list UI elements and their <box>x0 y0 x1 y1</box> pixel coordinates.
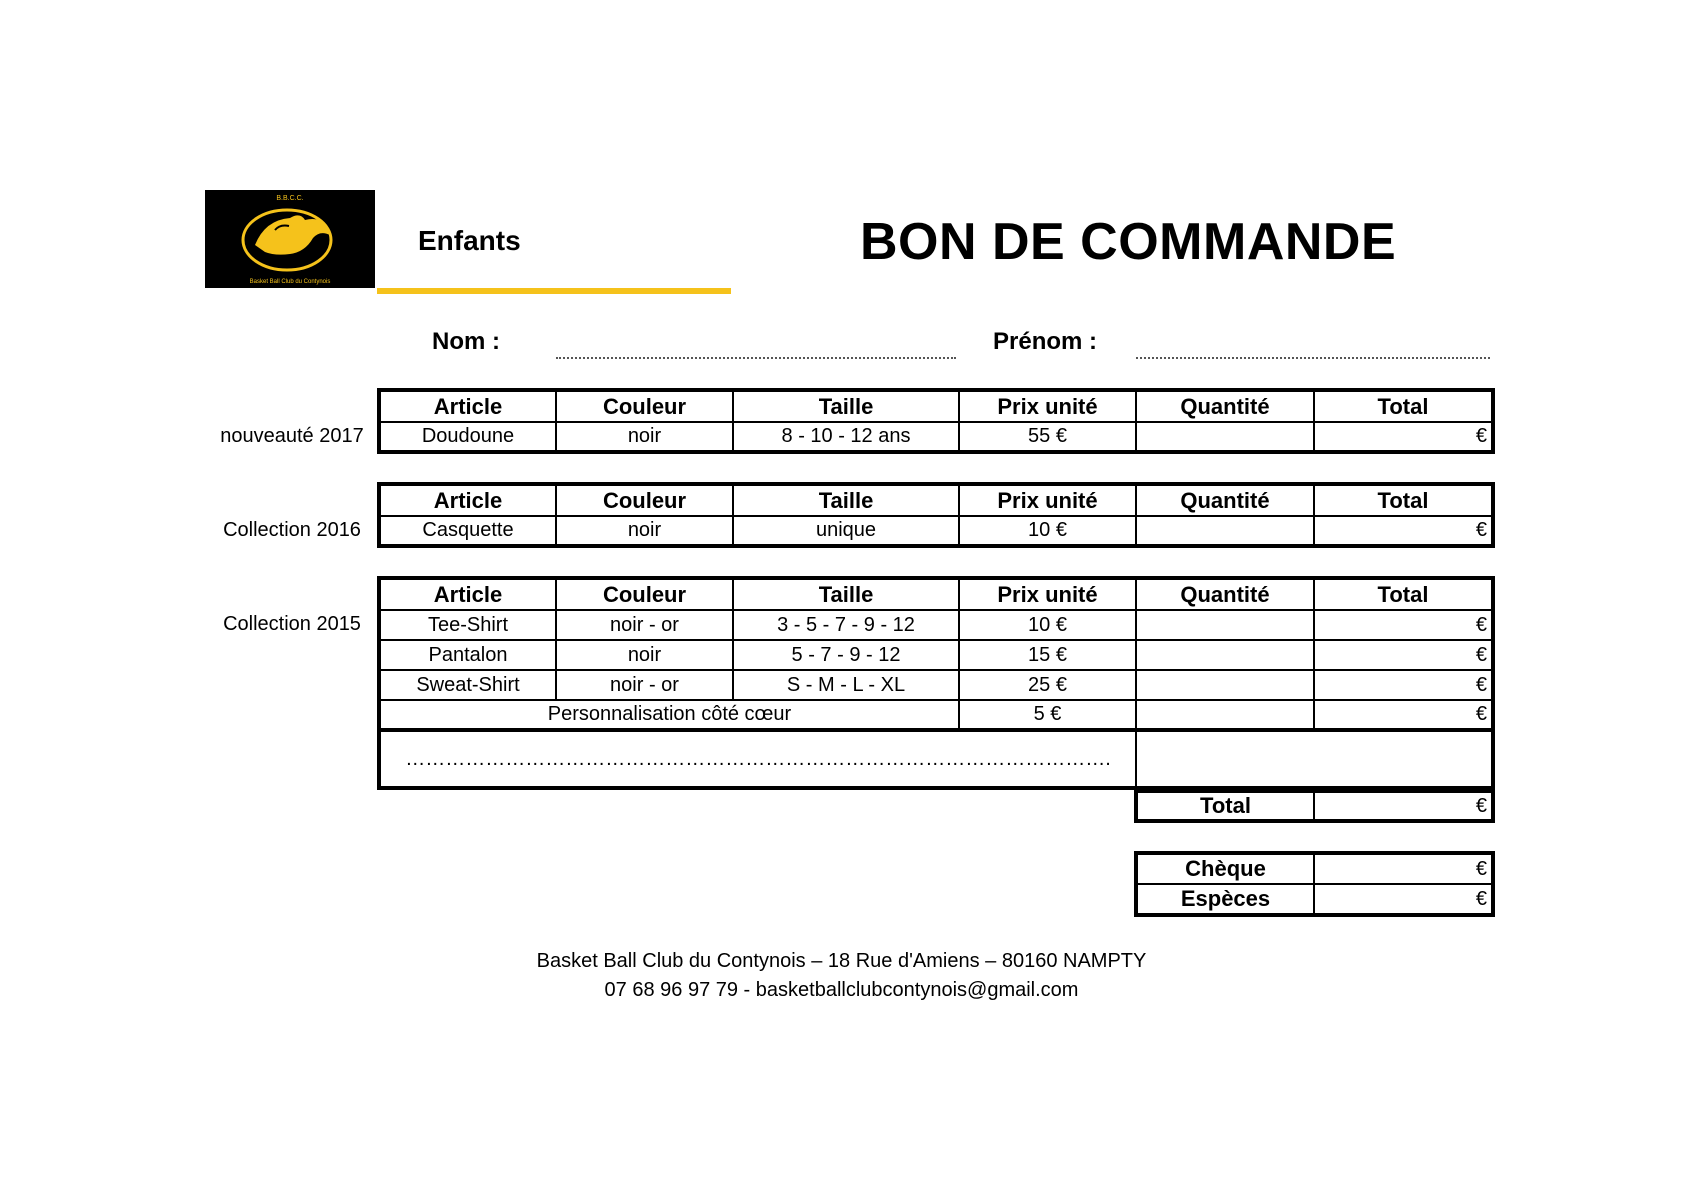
section-label-2016: Collection 2016 <box>223 519 361 541</box>
prenom-label: Prénom : <box>993 328 1098 355</box>
taille-cell: S - M - L - XL <box>733 670 959 700</box>
prix-cell: 15 € <box>959 640 1136 670</box>
col-header-taille: Taille <box>733 390 959 422</box>
col-header-article: Article <box>379 578 556 610</box>
total-cell[interactable]: € <box>1314 516 1493 546</box>
article-cell: Sweat-Shirt <box>379 670 556 700</box>
order-table-2015 <box>377 576 1495 790</box>
col-header-taille: Taille <box>733 484 959 516</box>
table-row <box>379 516 1493 546</box>
total-cell[interactable]: € <box>1314 700 1493 730</box>
club-logo <box>205 190 375 288</box>
logo-top-text: B.B.C.C. <box>276 195 304 202</box>
col-header-couleur: Couleur <box>556 484 733 516</box>
footer-address: Basket Ball Club du Contynois – 18 Rue d'Amiens – 80160 NAMPTY <box>536 950 1147 972</box>
article-cell: Doudoune <box>379 422 556 452</box>
total-cell[interactable]: € <box>1314 670 1493 700</box>
section-label-2017: nouveauté 2017 <box>220 425 364 447</box>
table-row <box>379 700 1493 730</box>
nom-field[interactable] <box>556 357 956 359</box>
article-cell: Casquette <box>379 516 556 546</box>
col-header-prix: Prix unité <box>959 484 1136 516</box>
quantite-input[interactable] <box>1136 422 1314 452</box>
col-header-article: Article <box>379 390 556 422</box>
basketball-horse-emblem-icon <box>205 190 375 288</box>
quantite-input[interactable] <box>1136 670 1314 700</box>
subtitle-underline <box>377 288 731 294</box>
taille-cell: unique <box>733 516 959 546</box>
table-row <box>379 610 1493 640</box>
couleur-cell: noir <box>556 516 733 546</box>
total-cell[interactable]: € <box>1314 640 1493 670</box>
col-header-quantite: Quantité <box>1136 578 1314 610</box>
table-row <box>379 422 1493 452</box>
total-cell[interactable]: € <box>1314 422 1493 452</box>
taille-cell: 8 - 10 - 12 ans <box>733 422 959 452</box>
col-header-total: Total <box>1314 578 1493 610</box>
table-row <box>379 640 1493 670</box>
col-header-total: Total <box>1314 390 1493 422</box>
dotted-placeholder: ……………………………………………………………………………………………. <box>405 747 1111 770</box>
especes-amount[interactable]: € <box>1314 884 1493 915</box>
grand-total-value[interactable]: € <box>1314 791 1493 821</box>
logo-bottom-text: Basket Ball Club du Contynois <box>249 279 331 285</box>
prenom-field[interactable] <box>1136 357 1490 359</box>
couleur-cell: noir - or <box>556 670 733 700</box>
empty-cell <box>1136 730 1493 788</box>
quantite-input[interactable] <box>1136 610 1314 640</box>
order-table-2017 <box>377 388 1495 454</box>
col-header-prix: Prix unité <box>959 578 1136 610</box>
especes-label: Espèces <box>1136 884 1314 915</box>
col-header-couleur: Couleur <box>556 578 733 610</box>
order-table-2016 <box>377 482 1495 548</box>
cheque-label: Chèque <box>1136 853 1314 884</box>
page-title: BON DE COMMANDE <box>860 213 1397 271</box>
quantite-input[interactable] <box>1136 516 1314 546</box>
grand-total-label: Total <box>1136 791 1314 821</box>
table-row <box>379 670 1493 700</box>
prix-cell: 10 € <box>959 516 1136 546</box>
taille-cell: 3 - 5 - 7 - 9 - 12 <box>733 610 959 640</box>
personnalisation-label: Personnalisation côté cœur <box>379 700 959 730</box>
personnalisation-text-field[interactable] <box>379 730 1136 788</box>
cheque-amount[interactable]: € <box>1314 853 1493 884</box>
footer-contact: 07 68 96 97 79 - basketballclubcontynois@gmail.com <box>604 979 1079 1001</box>
col-header-article: Article <box>379 484 556 516</box>
couleur-cell: noir - or <box>556 610 733 640</box>
prix-cell: 10 € <box>959 610 1136 640</box>
col-header-couleur: Couleur <box>556 390 733 422</box>
col-header-taille: Taille <box>733 578 959 610</box>
couleur-cell: noir <box>556 640 733 670</box>
total-cell[interactable]: € <box>1314 610 1493 640</box>
col-header-total: Total <box>1314 484 1493 516</box>
payment-table <box>1134 851 1495 917</box>
article-cell: Tee-Shirt <box>379 610 556 640</box>
col-header-prix: Prix unité <box>959 390 1136 422</box>
prix-cell: 55 € <box>959 422 1136 452</box>
section-label-2015: Collection 2015 <box>223 613 361 635</box>
grand-total-table <box>1134 789 1495 823</box>
prix-cell: 25 € <box>959 670 1136 700</box>
col-header-quantite: Quantité <box>1136 484 1314 516</box>
article-cell: Pantalon <box>379 640 556 670</box>
prix-cell: 5 € <box>959 700 1136 730</box>
col-header-quantite: Quantité <box>1136 390 1314 422</box>
quantite-input[interactable] <box>1136 700 1314 730</box>
page-subtitle: Enfants <box>418 225 521 256</box>
taille-cell: 5 - 7 - 9 - 12 <box>733 640 959 670</box>
couleur-cell: noir <box>556 422 733 452</box>
quantite-input[interactable] <box>1136 640 1314 670</box>
nom-label: Nom : <box>432 328 500 355</box>
